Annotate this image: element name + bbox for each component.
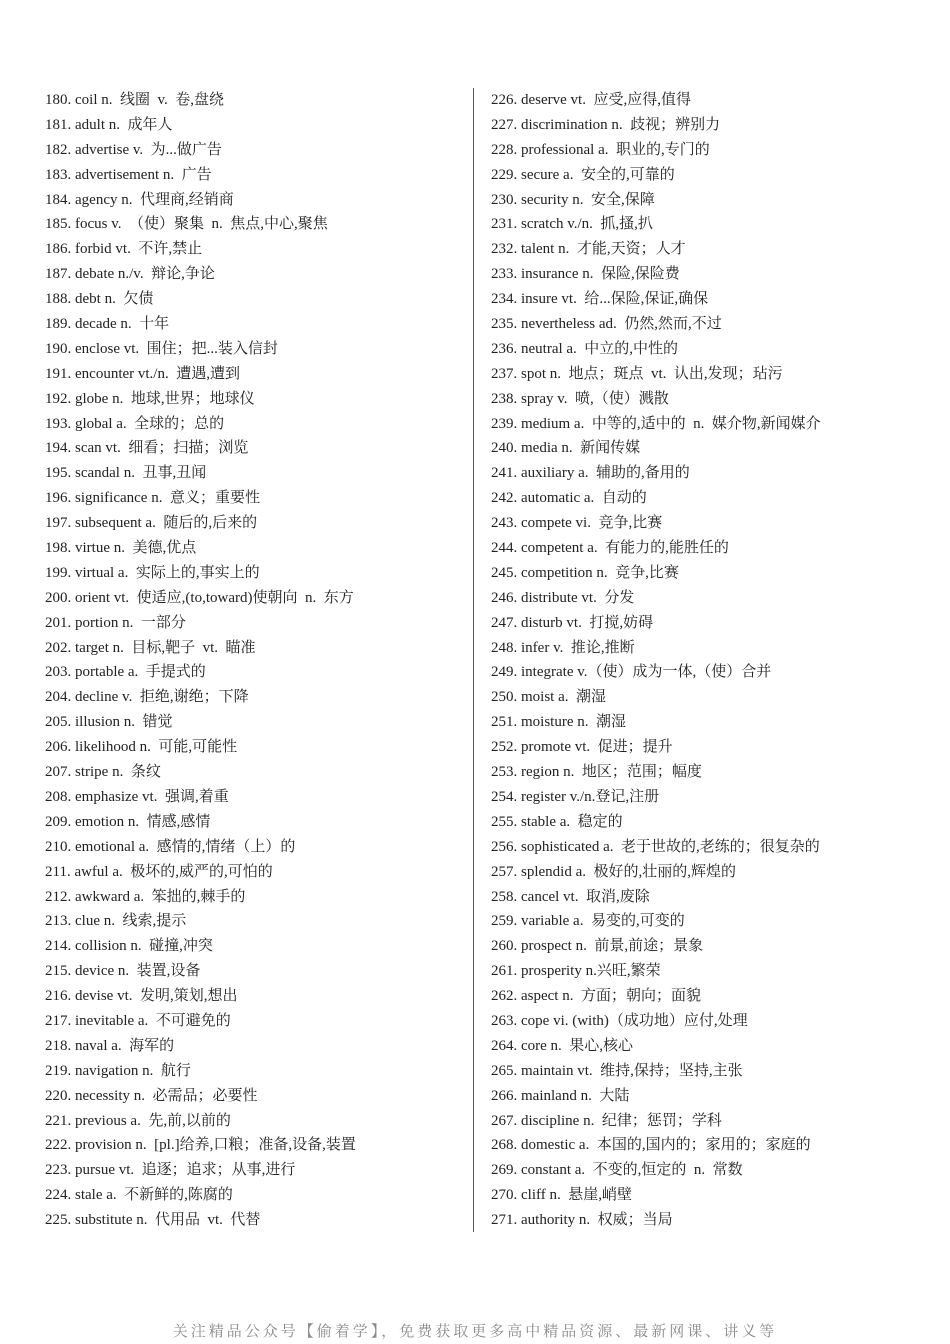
vocab-entry-188: 188. debt n. 欠债	[45, 291, 154, 308]
vocab-entry-227: 227. discrimination n. 歧视；辨别力	[491, 116, 721, 133]
vocab-entry-247: 247. disturb vt. 打搅,妨碍	[491, 614, 654, 631]
vocab-entry-251: 251. moisture n. 潮湿	[491, 714, 626, 731]
vocab-entry-244: 244. competent a. 有能力的,能胜任的	[491, 540, 729, 557]
vocab-entry-193: 193. global a. 全球的；总的	[45, 415, 225, 432]
vocab-entry-194: 194. scan vt. 细看；扫描；浏览	[45, 440, 249, 457]
column-divider	[473, 88, 474, 1232]
vocab-entry-190: 190. enclose vt. 围住；把...装入信封	[45, 340, 278, 357]
vocab-entry-252: 252. promote vt. 促进；提升	[491, 739, 673, 756]
vocab-entry-191: 191. encounter vt./n. 遭遇,遭到	[45, 365, 240, 382]
vocab-entry-241: 241. auxiliary a. 辅助的,备用的	[491, 465, 690, 482]
vocab-entry-259: 259. variable a. 易变的,可变的	[491, 913, 685, 930]
vocab-entry-239: 239. medium a. 中等的,适中的 n. 媒介物,新闻媒介	[491, 415, 821, 432]
vocab-entry-218: 218. naval a. 海军的	[45, 1037, 175, 1054]
vocab-entry-270: 270. cliff n. 悬崖,峭壁	[491, 1187, 632, 1204]
vocab-entry-249: 249. integrate v.（使）成为一体,（使）合并	[491, 664, 772, 681]
vocab-entry-267: 267. discipline n. 纪律；惩罚；学科	[491, 1112, 722, 1129]
vocab-entry-269: 269. constant a. 不变的,恒定的 n. 常数	[491, 1162, 743, 1179]
vocab-entry-200: 200. orient vt. 使适应,(to,toward)使朝向 n. 东方	[45, 589, 354, 606]
vocab-entry-248: 248. infer v. 推论,推断	[491, 639, 635, 656]
vocab-entry-222: 222. provision n. [pl.]给养,口粮；准备,设备,装置	[45, 1137, 356, 1154]
vocab-entry-237: 237. spot n. 地点；斑点 vt. 认出,发现；玷污	[491, 365, 783, 382]
vocab-entry-210: 210. emotional a. 感情的,情绪（上）的	[45, 838, 296, 855]
vocab-entry-257: 257. splendid a. 极好的,壮丽的,辉煌的	[491, 863, 736, 880]
vocab-entry-203: 203. portable a. 手提式的	[45, 664, 206, 681]
vocab-entry-254: 254. register v./n.登记,注册	[491, 788, 660, 805]
vocab-entry-209: 209. emotion n. 情感,感情	[45, 813, 211, 830]
vocab-entry-186: 186. forbid vt. 不许,禁止	[45, 241, 203, 258]
vocab-entry-183: 183. advertisement n. 广告	[45, 166, 212, 183]
vocab-entry-199: 199. virtual a. 实际上的,事实上的	[45, 564, 260, 581]
vocab-entry-268: 268. domestic a. 本国的,国内的；家用的；家庭的	[491, 1137, 811, 1154]
vocab-entry-217: 217. inevitable a. 不可避免的	[45, 1012, 231, 1029]
vocab-entry-264: 264. core n. 果心,核心	[491, 1037, 634, 1054]
vocab-entry-260: 260. prospect n. 前景,前途；景象	[491, 938, 704, 955]
vocab-entry-233: 233. insurance n. 保险,保险费	[491, 266, 680, 283]
vocab-entry-228: 228. professional a. 职业的,专门的	[491, 141, 710, 158]
vocab-entry-182: 182. advertise v. 为...做广告	[45, 141, 222, 158]
vocab-entry-253: 253. region n. 地区；范围；幅度	[491, 764, 702, 781]
vocab-entry-189: 189. decade n. 十年	[45, 316, 170, 333]
vocab-list-left-column	[45, 88, 465, 1233]
vocab-entry-220: 220. necessity n. 必需品；必要性	[45, 1087, 258, 1104]
vocab-entry-266: 266. mainland n. 大陆	[491, 1087, 630, 1104]
vocab-entry-223: 223. pursue vt. 追逐；追求；从事,进行	[45, 1162, 296, 1179]
vocab-entry-231: 231. scratch v./n. 抓,搔,扒	[491, 216, 653, 233]
vocab-entry-204: 204. decline v. 拒绝,谢绝；下降	[45, 689, 249, 706]
vocab-entry-181: 181. adult n. 成年人	[45, 116, 173, 133]
vocab-entry-197: 197. subsequent a. 随后的,后来的	[45, 515, 258, 532]
vocab-entry-195: 195. scandal n. 丑事,丑闻	[45, 465, 207, 482]
vocab-entry-242: 242. automatic a. 自动的	[491, 490, 647, 507]
vocab-entry-187: 187. debate n./v. 辩论,争论	[45, 266, 215, 283]
vocab-entry-213: 213. clue n. 线索,提示	[45, 913, 187, 930]
vocab-entry-207: 207. stripe n. 条纹	[45, 764, 161, 781]
vocab-entry-192: 192. globe n. 地球,世界；地球仪	[45, 390, 255, 407]
vocab-entry-216: 216. devise vt. 发明,策划,想出	[45, 988, 238, 1005]
vocab-entry-206: 206. likelihood n. 可能,可能性	[45, 739, 238, 756]
vocab-entry-185: 185. focus v. （使）聚集 n. 焦点,中心,聚焦	[45, 216, 328, 233]
vocab-entry-240: 240. media n. 新闻传媒	[491, 440, 641, 457]
vocab-entry-258: 258. cancel vt. 取消,废除	[491, 888, 650, 905]
vocab-list-right-column	[491, 88, 941, 1233]
vocab-entry-214: 214. collision n. 碰撞,冲突	[45, 938, 213, 955]
vocab-entry-180: 180. coil n. 线圈 v. 卷,盘绕	[45, 92, 225, 108]
vocab-entry-271: 271. authority n. 权威；当局	[491, 1212, 673, 1229]
vocab-entry-265: 265. maintain vt. 维持,保持；坚持,主张	[491, 1062, 743, 1079]
vocab-entry-226: 226. deserve vt. 应受,应得,值得	[491, 92, 691, 108]
vocab-entry-212: 212. awkward a. 笨拙的,棘手的	[45, 888, 246, 905]
vocab-entry-245: 245. competition n. 竞争,比赛	[491, 564, 679, 581]
vocab-entry-250: 250. moist a. 潮湿	[491, 689, 606, 706]
vocab-entry-232: 232. talent n. 才能,天资；人才	[491, 241, 686, 258]
vocab-entry-236: 236. neutral a. 中立的,中性的	[491, 340, 679, 357]
vocab-entry-263: 263. cope vi. (with)（成功地）应付,处理	[491, 1012, 748, 1029]
vocab-entry-215: 215. device n. 装置,设备	[45, 963, 201, 980]
vocab-entry-256: 256. sophisticated a. 老于世故的,老练的；很复杂的	[491, 838, 820, 855]
vocab-entry-230: 230. security n. 安全,保障	[491, 191, 655, 208]
vocab-entry-221: 221. previous a. 先,前,以前的	[45, 1112, 231, 1129]
vocab-entry-255: 255. stable a. 稳定的	[491, 813, 623, 830]
vocab-entry-229: 229. secure a. 安全的,可靠的	[491, 166, 675, 183]
vocab-entry-208: 208. emphasize vt. 强调,着重	[45, 788, 229, 805]
vocab-entry-201: 201. portion n. 一部分	[45, 614, 186, 631]
vocab-entry-238: 238. spray v. 喷,（使）溅散	[491, 390, 669, 407]
vocab-entry-205: 205. illusion n. 错觉	[45, 714, 173, 731]
vocab-entry-211: 211. awful a. 极坏的,威严的,可怕的	[45, 863, 273, 880]
vocab-entry-184: 184. agency n. 代理商,经销商	[45, 191, 234, 208]
vocab-entry-219: 219. navigation n. 航行	[45, 1062, 191, 1079]
vocab-entry-235: 235. nevertheless ad. 仍然,然而,不过	[491, 316, 722, 333]
vocab-entry-198: 198. virtue n. 美德,优点	[45, 540, 197, 557]
vocab-entry-234: 234. insure vt. 给...保险,保证,确保	[491, 291, 709, 308]
vocab-entry-243: 243. compete vi. 竞争,比赛	[491, 515, 663, 532]
footer-promo-text: 关注精品公众号【偷着学】，免费获取更多高中精品资源、最新网课、讲义等	[172, 1324, 778, 1340]
vocab-entry-196: 196. significance n. 意义；重要性	[45, 490, 260, 507]
vocab-entry-224: 224. stale a. 不新鲜的,陈腐的	[45, 1187, 233, 1204]
vocab-entry-262: 262. aspect n. 方面；朝向；面貌	[491, 988, 701, 1005]
vocab-entry-225: 225. substitute n. 代用品 vt. 代替	[45, 1212, 261, 1229]
vocab-entry-246: 246. distribute vt. 分发	[491, 589, 635, 606]
vocab-entry-202: 202. target n. 目标,靶子 vt. 瞄准	[45, 639, 256, 656]
vocab-entry-261: 261. prosperity n.兴旺,繁荣	[491, 963, 661, 980]
